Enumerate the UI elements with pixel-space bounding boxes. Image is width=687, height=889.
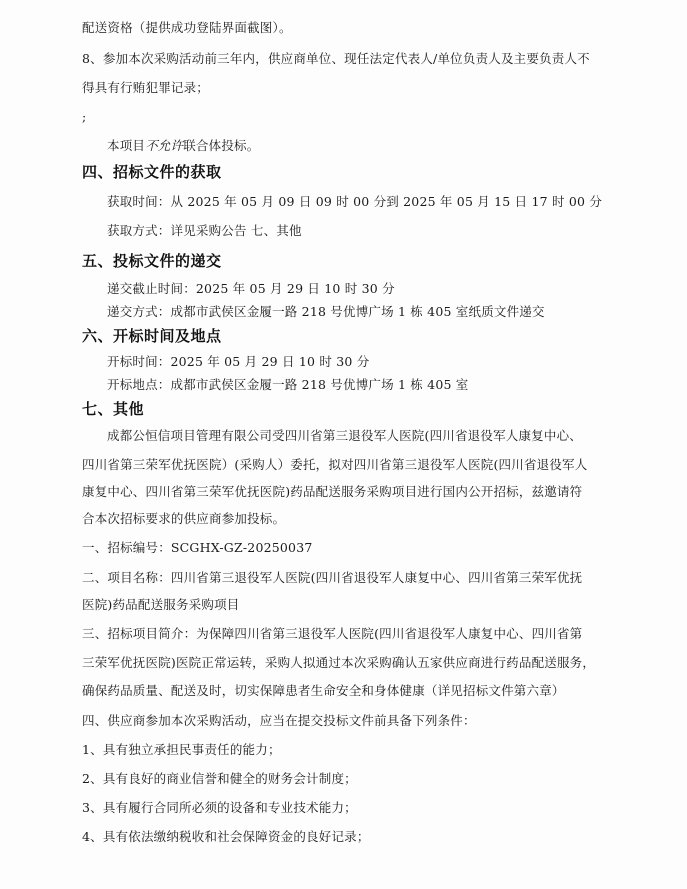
text-line: 获取时间：从 2025 年 05 月 09 日 09 时 00 分到 2025 年 05 月 15 日 17 时 00 分: [107, 194, 603, 209]
text-line: 3、具有履行合同所必须的设备和专业技术能力；: [82, 800, 357, 815]
text-line: 医院)药品配送服务采购项目: [82, 597, 240, 612]
text-line: 2、具有良好的商业信誉和健全的财务会计制度；: [82, 771, 357, 786]
text-line: 递交方式：成都市武侯区金履一路 218 号优博广场 1 栋 405 室纸质文件递交: [107, 304, 545, 319]
text-line: 8、参加本次采购活动前三年内，供应商单位、现任法定代表人/单位负责人及主要负责人不: [82, 51, 590, 66]
text-line: 得具有行贿犯罪记录；: [82, 80, 210, 95]
text-line: 三荣军优抚医院)医院正常运转，采购人拟通过本次采购确认五家供应商进行药品配送服务，: [82, 655, 596, 670]
text-line: 合本次招标要求的供应商参加投标。: [82, 511, 286, 526]
text-line: 1、具有独立承担民事责任的能力；: [82, 742, 281, 757]
text-line: 二、项目名称：四川省第三退役军人医院(四川省退役军人康复中心、四川省第三荣军优抚: [82, 570, 583, 585]
text-line: 三、招标项目简介：为保障四川省第三退役军人医院(四川省退役军人康复中心、四川省第: [82, 626, 583, 641]
text-line: [107, 138, 259, 154]
text-span: 联合体投标。: [183, 138, 260, 153]
text-line: 一、招标编号：SCGHX-GZ-20250037: [82, 540, 313, 555]
text-line: 获取方式：详见采购公告 七、其他: [107, 223, 302, 238]
section-heading: 五、投标文件的递交: [82, 252, 222, 270]
text-line: 配送资格（提供成功登陆界面截图）。: [82, 20, 292, 35]
text-line: 康复中心、四川省第三荣军优抚医院)药品配送服务采购项目进行国内公开招标，兹邀请符: [82, 484, 583, 499]
emphasis-text: 不允许: [145, 138, 184, 153]
text-line: 开标地点：成都市武侯区金履一路 218 号优博广场 1 栋 405 室: [107, 377, 469, 392]
text-line: 开标时间：2025 年 05 月 29 日 10 时 30 分: [107, 354, 370, 369]
text-line: ;: [82, 109, 87, 124]
section-heading: 七、其他: [82, 400, 145, 418]
text-line: 4、具有依法缴纳税收和社会保障资金的良好记录；: [82, 829, 370, 844]
section-heading: 四、招标文件的获取: [82, 163, 222, 181]
text-line: 四、供应商参加本次采购活动，应当在提交投标文件前具备下列条件：: [82, 713, 476, 728]
text-line: 成都公恒信项目管理有限公司受四川省第三退役军人医院(四川省退役军人康复中心、: [107, 428, 582, 443]
text-line: 递交截止时间：2025 年 05 月 29 日 10 时 30 分: [107, 281, 395, 296]
text-line: 四川省第三荣军优抚医院）(采购人）委托，拟对四川省第三退役军人医院(四川省退役军人: [82, 457, 588, 472]
text-span: 本项目: [107, 138, 146, 153]
text-line: 确保药品质量、配送及时，切实保障患者生命安全和身体健康（详见招标文件第六章）: [82, 683, 565, 698]
section-heading: 六、开标时间及地点: [82, 327, 222, 345]
